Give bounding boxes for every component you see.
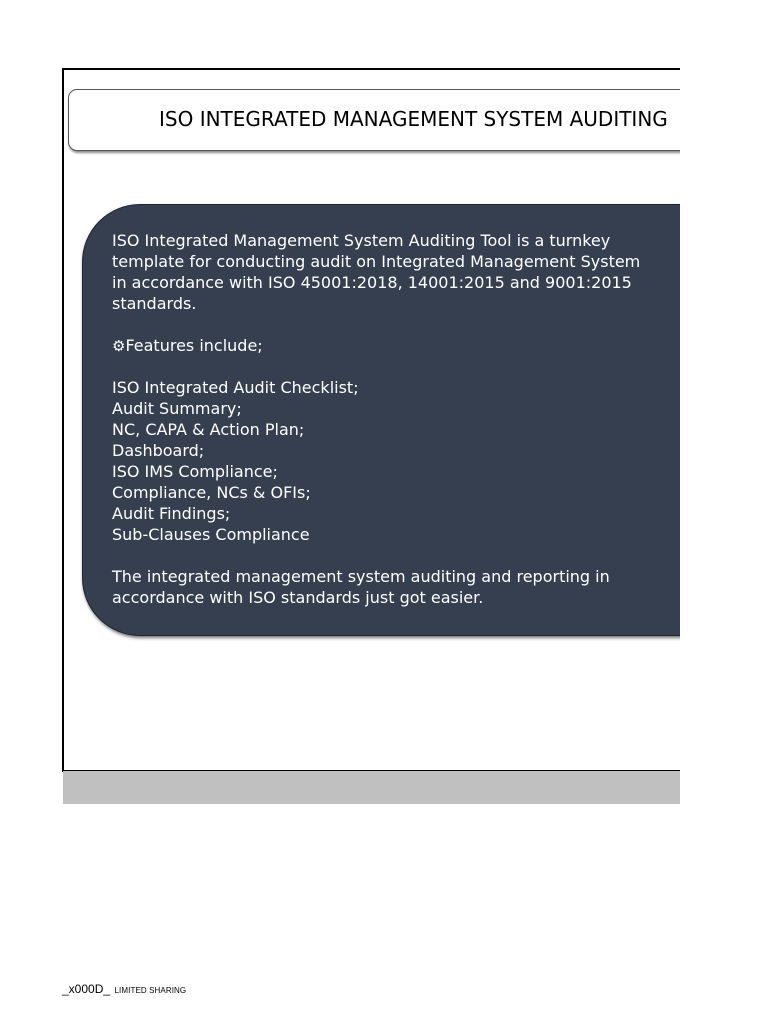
sheet-footer-bar (63, 771, 680, 804)
description-line: standards. (112, 294, 197, 313)
description-line: ISO Integrated Management System Auditing Tool is a turnkey (112, 231, 611, 250)
feature-item: Audit Findings; (112, 504, 231, 523)
feature-item: Sub-Clauses Compliance (112, 525, 310, 544)
features-heading: Features include; (125, 336, 263, 355)
footer-code: _x000D_ (62, 982, 111, 996)
feature-item: Dashboard; (112, 441, 205, 460)
feature-item: ISO IMS Compliance; (112, 462, 278, 481)
description-line: template for conducting audit on Integrated Management System (112, 252, 641, 271)
document-title: ISO INTEGRATED MANAGEMENT SYSTEM AUDITING (159, 107, 668, 131)
closing-line: The integrated management system auditing and reporting in (112, 567, 610, 586)
feature-item: Audit Summary; (112, 399, 242, 418)
feature-item: NC, CAPA & Action Plan; (112, 420, 305, 439)
features-heading-row (112, 335, 640, 356)
feature-item: Compliance, NCs & OFIs; (112, 483, 311, 502)
description-text (112, 230, 640, 608)
footer-label (62, 980, 186, 998)
description-line: in accordance with ISO 45001:2018, 14001:2015 and 9001:2015 (112, 273, 632, 292)
closing-line: accordance with ISO standards just got easier. (112, 588, 484, 607)
sharing-label: LIMITED SHARING (114, 986, 187, 995)
gear-icon: ⚙ (112, 337, 126, 355)
feature-item: ISO Integrated Audit Checklist; (112, 378, 359, 397)
